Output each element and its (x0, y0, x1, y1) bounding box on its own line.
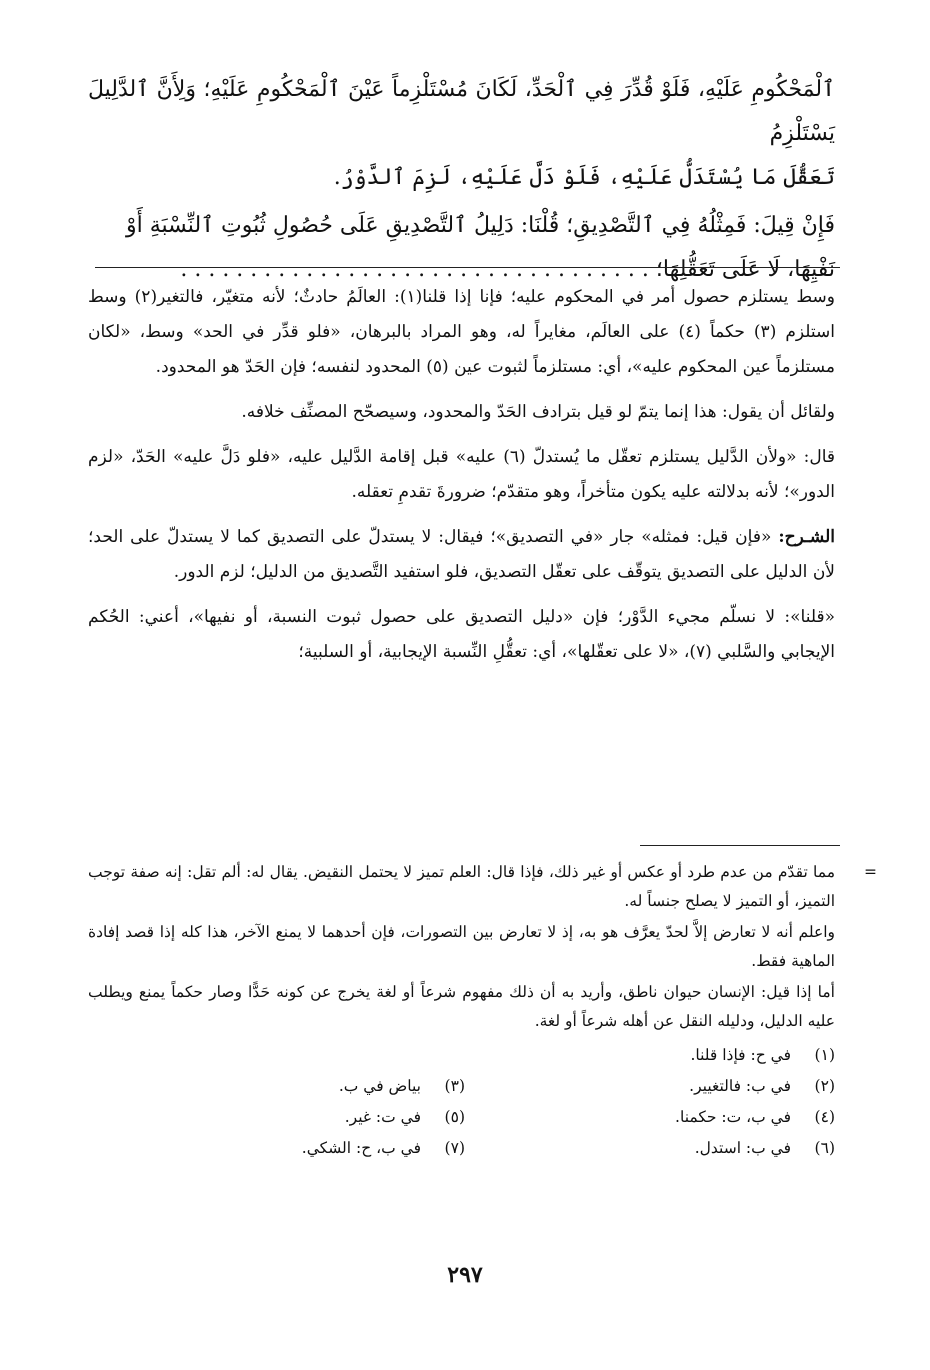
footnote-number: (٢) (814, 1077, 835, 1095)
commentary-paragraph: وسط يستلزم حصول أمر في المحكوم عليه؛ فإنا إذا قلنا(١): العالَمُ حادثٌ؛ لأنه متغيّر، فالتغير(٢) وسط استلزم (٣) حكماً (٤) على العالَم، مغايراً له، وهو المراد بالبرهان، «فلو قدِّر في الحد» وسط، «لكان مستلزماً عين المحكوم عليه»، أي: مستلزماً لثبوت عين (٥) المحدود لنفسه؛ فإن الحَدّ هو المحدود. (88, 287, 836, 377)
main-line: تَعَقُّلَ مَا يُسْتَدَلُّ عَلَيْهِ، فَلَوْ دَلَّ عَلَيْهِ، لَزِمَ ٱلدَّوْرُ. (333, 165, 835, 190)
footnote-item (465, 1133, 835, 1164)
main-text-block (88, 68, 835, 296)
footnote-row (88, 1071, 835, 1102)
footnote-note: في ت: غير. (344, 1108, 421, 1126)
commentary-block (88, 280, 835, 680)
footnote-note: في ب: فالتغيير. (689, 1077, 791, 1095)
footnote-text: مما تقدّم من عدم طرد أو عكس أو غير ذلك، فإذا قال: العلم تميز لا يحتمل النقيض. يقال له: ألم تقل: إنه صفة توجب التميز، أو التميز لا يصلح جنساً له. (88, 863, 835, 910)
footnote-number: (٤) (814, 1108, 835, 1126)
commentary-paragraph: قال: «ولأن الدَّليل يستلزم تعقّل ما يُستدلّ (٦) عليه» قبل إقامة الدَّليل عليه، «فلو دَلَّ عليه» الحَدّ، «لزم الدور»؛ لأنه بدلالته عليه يكون متأخراً، وهو متقدّم؛ ضرورةَ تقدمِ تعقله. (88, 447, 836, 502)
footnote-item (465, 1071, 835, 1102)
main-line: ٱلْمَحْكُومِ عَلَيْهِ، فَلَوْ قُدِّرَ فِي ٱلْحَدِّ، لَكَانَ مُسْتَلْزِماً عَيْنَ ٱلْمَحْكُومِ عَلَيْهِ؛ وَلِأَنَّ ٱلدَّلِيلَ يَسْتَلْزِمُ (88, 77, 835, 146)
footnote-divider (640, 845, 840, 846)
main-line: نَفْيِهَا، لَا عَلَى تَعَقُّلِهَا؛ . . . . . . . . . . . . . . . . . . . . . . . . . . . . . . . . . . (180, 257, 835, 282)
footnote-row (88, 1133, 835, 1164)
footnote-continuation (88, 978, 835, 1036)
footnote-note: في ب، ت: حكمنا. (675, 1108, 791, 1126)
footnote-item (95, 1133, 465, 1164)
footnote-row (88, 1040, 835, 1071)
footnotes-block (88, 858, 877, 1164)
footnote-item (95, 1071, 465, 1102)
page-number: ٢٩٧ (447, 1262, 483, 1288)
footnote-item (465, 1040, 835, 1071)
footnote-item (95, 1102, 465, 1133)
footnote-row (88, 1102, 835, 1133)
footnote-note: في ب، ح: الشكي. (301, 1139, 421, 1157)
commentary-paragraph-sharh (88, 520, 835, 590)
footnote-text: أما إذا قيل: الإنسان حيوان ناطق، وأريد به أن ذلك مفهوم شرعاً أو لغة يخرج عن كونه حَدًّا وصار حكماً يمنع ويطلب عليه الدليل، ودليله النقل عن أهله شرعاً أو لغة. (88, 983, 835, 1030)
footnote-number: (٥) (444, 1108, 465, 1126)
continuation-mark: = (864, 863, 877, 881)
commentary-paragraph: «قلنا»: لا نسلّم مجيء الدَّوْر؛ فإن «دليل التصديق على حصول ثبوت النسبة، أو نفيها»، أعني: الحُكم الإيجابي والسَّلبي (٧)، «لا على تعقّلها»، أي: تعقُّلِ النِّسبة الإيجابية، أو السلبية؛ (88, 607, 835, 662)
footnote-continuation (88, 918, 835, 976)
footnote-item (465, 1102, 835, 1133)
main-line: فَإِنْ قِيلَ: فَمِثْلُهُ فِي ٱلتَّصْدِيقِ؛ قُلْنَا: دَلِيلُ ٱلتَّصْدِيقِ عَلَى حُصُولِ ثُبُوتِ ٱلنِّسْبَةِ أَوْ (126, 213, 835, 238)
footnote-number: (٧) (444, 1139, 465, 1157)
footnote-note: بياض في ب. (338, 1077, 421, 1095)
sharh-label: الشـرح: (778, 527, 835, 547)
footnote-note: في ح: فإذا قلنا. (690, 1046, 791, 1064)
sharh-text: «فإن قيل: فمثله» جار «في التصديق»؛ فيقال: لا يستدلّ على التصديق كما لا يستدلّ على الحد؛ لأن الدليل على التصديق يتوقّف على تعقّل التصديق، فلو استفيد التَّصديق من الدليل؛ لزم الدور. (88, 527, 835, 582)
footnote-number: (١) (814, 1046, 835, 1064)
footnote-continuation (88, 858, 877, 916)
commentary-paragraph: ولقائل أن يقول: هذا إنما يتمّ لو قيل بترادف الحَدّ والمحدود، وسيصحّح المصنِّف خلافه. (241, 402, 835, 422)
main-paragraph-1 (88, 68, 835, 200)
footnote-text: واعلم أنه لا تعارض إلاَّ لحدّ يعرَّف هو به، إذ لا تعارض بين التصورات، فإن أحدهما لا يمنع الآخر، هذا كله إذا قصد إفادة الماهية فقط. (88, 923, 835, 970)
footnote-note: في ب: استدل. (694, 1139, 791, 1157)
main-text-divider (95, 267, 840, 268)
footnote-list (88, 1040, 835, 1164)
footnote-number: (٦) (814, 1139, 835, 1157)
main-paragraph-2 (88, 204, 835, 292)
footnote-number: (٣) (444, 1077, 465, 1095)
